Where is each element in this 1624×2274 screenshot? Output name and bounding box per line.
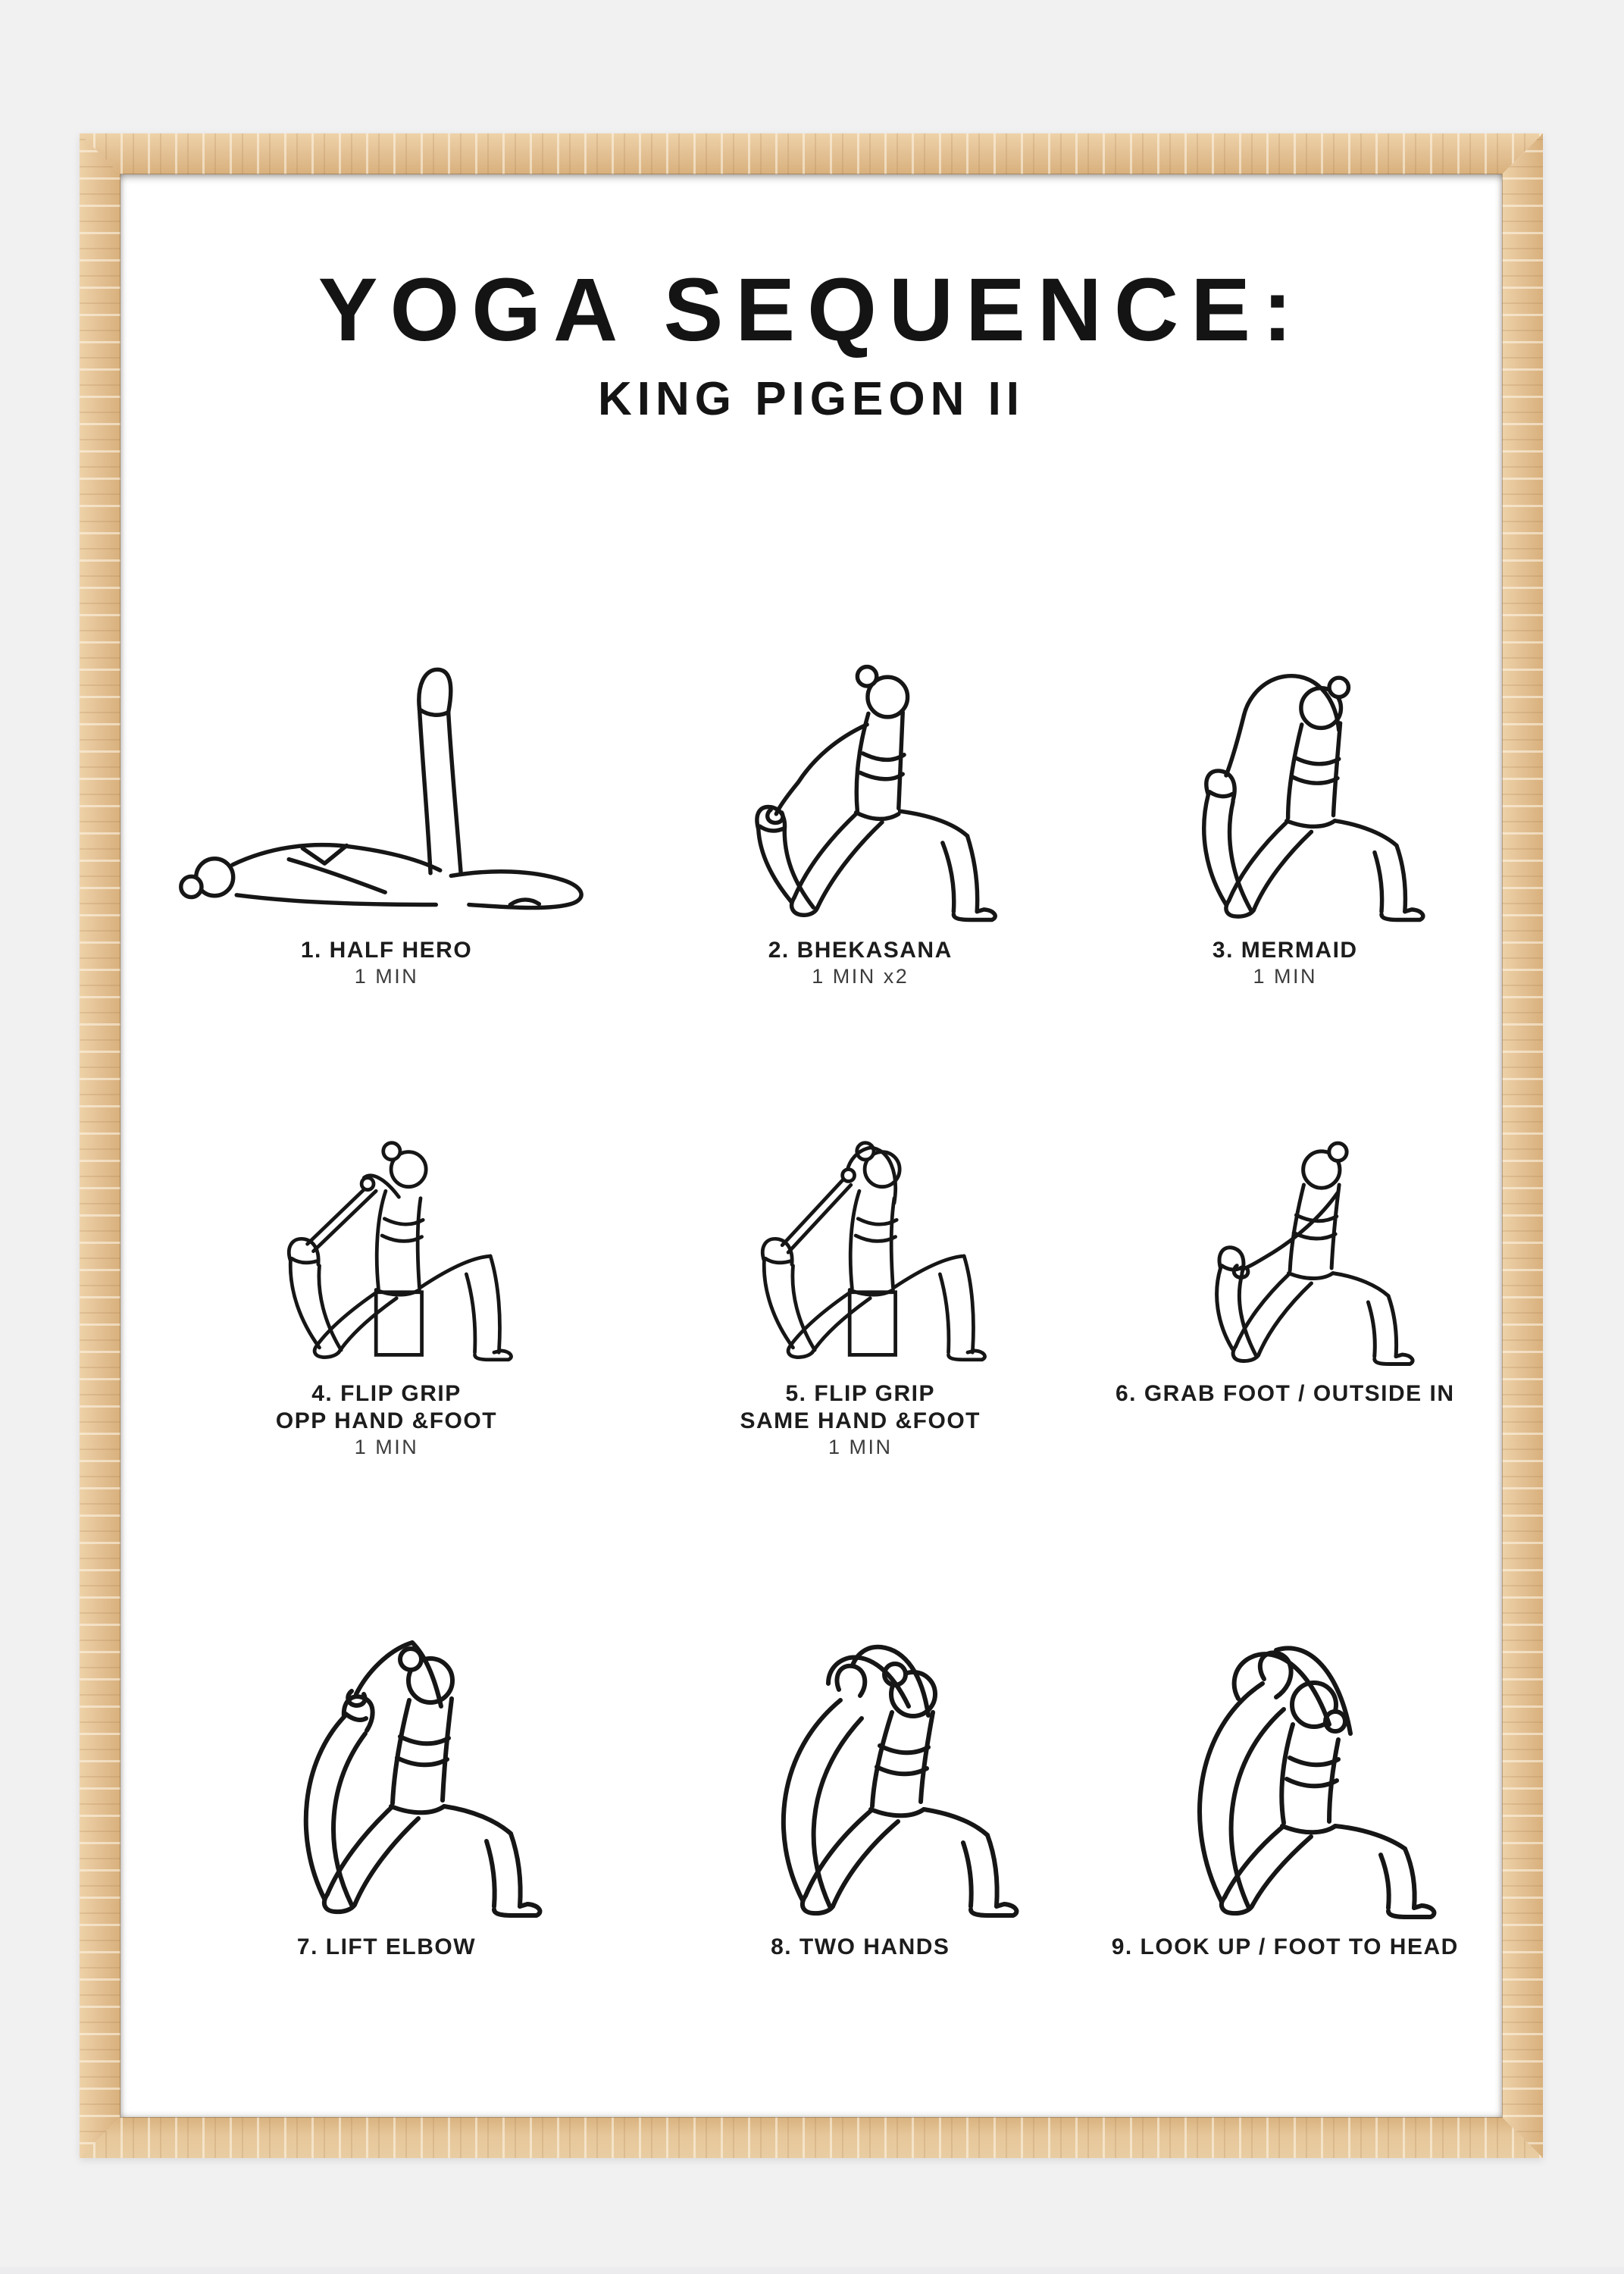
pose-card-8 [648,1461,1073,1960]
pose-duration: 1 MIN x2 [812,965,909,988]
look-up-foot-to-head-illustration [1088,1609,1482,1928]
frame-edge-bottom [80,2117,1543,2158]
pose-caption [740,1380,981,1461]
two-hands-illustration [663,1609,1057,1928]
pose-caption [768,937,953,990]
half-hero-illustration [125,642,648,931]
pose-caption [1112,1934,1459,1960]
pose-grid [120,582,1502,1961]
pose-card-1 [125,582,648,990]
pose-card-2 [648,582,1073,990]
pose-1-figure [125,582,648,931]
pose-card-4 [125,990,648,1461]
background-bottom-band [0,2267,1624,2274]
pose-caption [1213,937,1358,990]
frame-edge-top [80,133,1543,174]
poster-frame [80,133,1543,2158]
pose-name: 8. TWO HANDS [771,1934,950,1960]
poster [120,174,1502,2117]
pose-duration: 1 MIN [1253,965,1317,988]
pose-duration: 1 MIN [354,1436,419,1459]
pose-name: 5. FLIP GRIP [785,1381,935,1407]
pose-name: 4. FLIP GRIP [311,1381,462,1407]
pose-name-line2: OPP HAND &FOOT [275,1408,498,1433]
pose-card-5 [648,990,1073,1461]
pose-caption [297,1934,476,1960]
grab-foot-outside-in-illustration [1121,1109,1449,1374]
pose-name: 3. MERMAID [1212,938,1358,963]
pose-card-6 [1073,990,1498,1461]
lift-elbow-illustration [189,1609,584,1928]
pose-card-3 [1073,582,1498,990]
pose-card-9 [1073,1461,1498,1960]
mermaid-illustration [1106,642,1464,931]
pose-caption [1116,1380,1455,1407]
frame-edge-left [80,133,120,2158]
pose-duration: 1 MIN [354,965,419,988]
flip-grip-opposite-illustration [218,1109,555,1374]
pose-card-7 [125,1461,648,1960]
pose-name: 2. BHEKASANA [768,938,953,963]
pose-name: 7. LIFT ELBOW [296,1934,477,1960]
poster-title: YOGA SEQUENCE: [318,260,1305,360]
flip-grip-same-illustration [692,1109,1029,1374]
poster-subtitle: KING PIGEON II [597,373,1025,425]
pose-8-figure [663,1559,1057,1928]
pose-6-figure [1121,1035,1449,1374]
pose-caption [771,1934,950,1960]
pose-3-figure [1106,582,1464,931]
pose-7-figure [189,1559,584,1928]
frame-edge-right [1502,133,1543,2158]
pose-name: 9. LOOK UP / FOOT TO HEAD [1111,1934,1459,1960]
pose-caption [276,1380,497,1461]
bhekasana-illustration [681,642,1039,931]
pose-2-figure [681,582,1039,931]
pose-4-figure [218,1035,555,1374]
pose-caption [301,937,472,990]
pose-name-line2: SAME HAND &FOOT [740,1408,981,1433]
pose-name: 6. GRAB FOOT / OUTSIDE IN [1115,1381,1455,1407]
pose-5-figure [692,1035,1029,1374]
pose-duration: 1 MIN [828,1436,893,1459]
pose-name: 1. HALF HERO [300,938,473,963]
pose-9-figure [1088,1559,1482,1928]
